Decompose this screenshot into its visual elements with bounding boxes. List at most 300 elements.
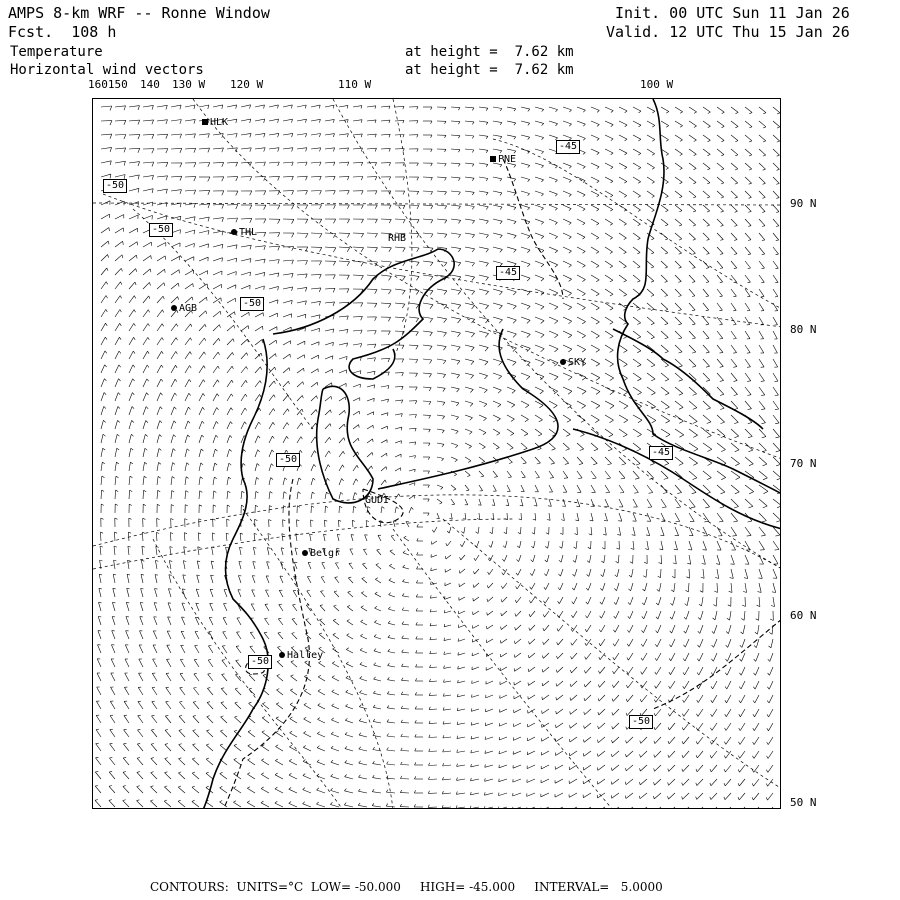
wind-barb xyxy=(535,457,540,463)
wind-barb-tick xyxy=(777,506,781,508)
wind-barb-tick xyxy=(360,648,362,650)
wind-barb-tick xyxy=(441,487,443,489)
wind-barb-tick xyxy=(264,232,266,236)
wind-barb-tick xyxy=(193,284,194,288)
wind-barb xyxy=(703,443,712,449)
wind-barb xyxy=(339,370,347,373)
wind-barb-tick xyxy=(162,351,164,354)
wind-barb-tick xyxy=(584,684,585,687)
wind-barb-tick xyxy=(222,148,224,152)
wind-barb xyxy=(703,471,711,478)
wind-barb-tick xyxy=(748,226,751,227)
wind-barb xyxy=(527,793,535,796)
wind-barb-tick xyxy=(514,109,516,111)
wind-barb-tick xyxy=(303,774,305,776)
wind-barb-tick xyxy=(116,476,119,478)
wind-barb xyxy=(96,715,101,723)
wind-barb-tick xyxy=(345,718,347,720)
wind-barb-tick xyxy=(538,434,542,436)
wind-barb-tick xyxy=(513,306,516,309)
wind-barb-tick xyxy=(95,786,98,787)
wind-barb-tick xyxy=(288,381,289,384)
wind-barb-tick xyxy=(680,154,683,155)
wind-barb xyxy=(276,718,283,723)
wind-barb xyxy=(234,746,241,752)
wind-barb xyxy=(493,177,502,179)
wind-barb xyxy=(361,622,367,625)
wind-barb-tick xyxy=(506,505,509,506)
wind-barb-tick xyxy=(102,476,105,478)
wind-barb-tick xyxy=(510,448,513,450)
wind-barb-tick xyxy=(194,105,195,109)
wind-barb xyxy=(507,191,516,193)
wind-barb-tick xyxy=(192,786,195,787)
wind-barb xyxy=(605,303,613,308)
wind-barb-tick xyxy=(278,246,280,250)
coast-antarctic-peninsula xyxy=(618,99,781,494)
wind-barb-tick xyxy=(400,776,402,779)
map-title: AMPS 8-km WRF -- Ronne Window xyxy=(8,4,270,22)
wind-barb xyxy=(529,667,535,672)
wind-barb xyxy=(338,520,339,527)
wind-barb xyxy=(199,297,207,303)
wind-barb-tick xyxy=(347,148,348,152)
wind-barb-tick xyxy=(306,219,308,223)
wind-barb-tick xyxy=(403,220,405,224)
wind-barb-tick xyxy=(301,437,303,440)
wind-barb-tick xyxy=(109,757,112,758)
wind-barb xyxy=(207,717,213,723)
wind-barb-tick xyxy=(387,762,389,765)
wind-barb xyxy=(563,163,571,166)
wind-barb-tick xyxy=(368,507,371,509)
wind-barb-tick xyxy=(264,119,265,123)
wind-barb-tick xyxy=(278,148,279,152)
wind-barb xyxy=(241,367,246,374)
wind-barb xyxy=(755,695,759,703)
wind-barb xyxy=(731,275,737,282)
wind-barb xyxy=(129,215,138,219)
wind-barb-tick xyxy=(356,479,358,481)
wind-barb xyxy=(381,120,390,121)
wind-barb-tick xyxy=(292,233,294,237)
wind-barb xyxy=(619,443,627,449)
wind-barb-tick xyxy=(725,687,727,690)
wind-barb-tick xyxy=(428,471,429,474)
wind-barb xyxy=(479,317,489,320)
wind-barb-tick xyxy=(180,203,181,207)
wind-barb xyxy=(139,673,144,681)
wind-barb xyxy=(755,709,759,717)
wind-barb-tick xyxy=(129,504,132,505)
wind-barb xyxy=(493,135,502,137)
wind-barb-tick xyxy=(665,338,669,339)
wind-barb-tick xyxy=(459,178,461,181)
wind-barb xyxy=(703,303,709,310)
wind-barb xyxy=(759,275,764,282)
wind-barb-tick xyxy=(402,373,404,377)
wind-barb-tick xyxy=(747,353,750,354)
wind-barb xyxy=(563,373,572,377)
wind-barb xyxy=(220,731,227,737)
wind-barb-tick xyxy=(347,329,348,333)
wind-barb-tick xyxy=(193,744,196,745)
wind-barb-tick xyxy=(190,338,191,341)
wind-barb xyxy=(563,107,572,110)
wind-barb-tick xyxy=(306,261,308,265)
wind-barb-tick xyxy=(617,534,620,535)
wind-barb-tick xyxy=(706,282,709,283)
wind-barb xyxy=(643,653,647,660)
wind-barb xyxy=(507,499,509,506)
wind-barb-tick xyxy=(333,288,335,292)
wind-barb xyxy=(101,241,108,247)
wind-barb xyxy=(213,463,215,471)
wind-barb-tick xyxy=(159,449,161,451)
wind-barb-tick xyxy=(490,532,493,534)
wind-barb-tick xyxy=(708,154,711,155)
wind-barb-tick xyxy=(164,786,167,787)
wind-barb xyxy=(493,499,495,506)
wind-barb-tick xyxy=(456,403,459,406)
wind-barb xyxy=(281,548,283,555)
wind-barb xyxy=(465,457,471,461)
wind-barb xyxy=(633,457,640,464)
wind-barb-tick xyxy=(304,717,307,719)
wind-barb xyxy=(465,191,474,192)
wind-barb xyxy=(633,107,641,111)
wind-barb-tick xyxy=(776,183,779,184)
wind-barb-tick xyxy=(175,379,177,381)
wind-barb-tick xyxy=(355,493,357,495)
wind-barb-tick xyxy=(533,519,536,520)
wind-barb xyxy=(115,215,124,220)
wind-barb-tick xyxy=(768,673,770,675)
wind-barb-tick xyxy=(771,605,775,606)
wind-barb-tick xyxy=(558,601,560,604)
wind-barb xyxy=(697,751,703,758)
map-frame[interactable] xyxy=(92,98,781,809)
wind-barb-tick xyxy=(748,211,751,212)
wind-barb xyxy=(703,289,709,296)
wind-barb xyxy=(689,527,693,536)
wind-barb-tick xyxy=(289,759,291,761)
wind-barb xyxy=(129,393,132,401)
wind-barb xyxy=(605,135,613,139)
wind-barb xyxy=(210,589,213,597)
wind-barb-tick xyxy=(109,771,112,772)
wind-barb xyxy=(516,625,522,630)
wind-barb xyxy=(339,105,348,107)
wind-barb xyxy=(311,355,319,359)
wind-barb-tick xyxy=(347,219,349,223)
wind-barb-tick xyxy=(124,135,126,140)
wind-barb xyxy=(535,149,544,152)
wind-barb xyxy=(661,401,669,407)
wind-barb xyxy=(332,663,339,667)
wind-barb xyxy=(395,303,405,304)
wind-barb xyxy=(199,134,209,135)
wind-barb xyxy=(647,317,654,323)
wind-barb-tick xyxy=(570,684,571,687)
wind-barb xyxy=(99,602,102,611)
wind-barb-tick xyxy=(510,434,514,436)
wind-barb-tick xyxy=(318,718,320,720)
wind-barb-tick xyxy=(431,220,433,223)
wind-barb-tick xyxy=(710,797,711,800)
wind-barb xyxy=(129,490,130,499)
wind-barb-tick xyxy=(255,505,258,507)
wind-barb xyxy=(123,744,129,751)
wind-barb-tick xyxy=(453,489,456,490)
wind-barb xyxy=(619,121,627,125)
wind-barb-tick xyxy=(431,206,433,209)
wind-barb xyxy=(773,331,777,339)
wind-barb xyxy=(143,351,148,359)
wind-barb xyxy=(234,760,241,765)
wind-barb xyxy=(731,219,737,225)
wind-barb xyxy=(549,205,557,208)
wind-barb-tick xyxy=(429,374,431,378)
wind-barb xyxy=(605,107,613,111)
wind-barb xyxy=(587,611,591,618)
wind-barb-tick xyxy=(374,358,375,362)
wind-barb-tick xyxy=(319,301,320,305)
wind-barb-tick xyxy=(303,746,305,748)
wind-barb xyxy=(633,247,640,253)
wind-barb xyxy=(647,177,655,182)
wind-barb xyxy=(602,597,605,604)
wind-barb-tick xyxy=(777,127,780,128)
wind-barb-tick xyxy=(596,406,600,409)
wind-barb xyxy=(373,721,381,723)
wind-barb-tick xyxy=(315,451,317,454)
wind-barb xyxy=(577,415,585,420)
wind-barb-tick xyxy=(706,380,710,381)
wind-barb xyxy=(429,751,437,752)
wind-barb xyxy=(199,435,202,443)
wind-barb xyxy=(430,639,437,640)
wind-barb-tick xyxy=(359,747,361,749)
wind-barb xyxy=(125,645,129,653)
wind-barb-tick xyxy=(185,505,188,506)
wind-barb-tick xyxy=(739,700,741,703)
wind-barb-tick xyxy=(402,622,404,625)
wind-barb xyxy=(605,499,609,507)
wind-barb-tick xyxy=(622,464,626,465)
wind-barb xyxy=(275,803,283,807)
wind-barb xyxy=(703,569,704,578)
wind-barb xyxy=(457,765,465,766)
wind-barb xyxy=(626,793,633,799)
wind-barb xyxy=(267,562,269,569)
wind-barb xyxy=(303,776,311,780)
wind-barb-tick xyxy=(222,134,224,138)
wind-barb-tick xyxy=(215,463,217,465)
wind-barb xyxy=(373,778,382,779)
wind-barb-tick xyxy=(287,423,289,426)
wind-barb xyxy=(745,317,750,325)
wind-barb xyxy=(633,135,641,139)
wind-barb-tick xyxy=(569,209,571,211)
wind-barb xyxy=(507,261,516,264)
wind-barb-tick xyxy=(388,635,390,637)
wind-barb-tick xyxy=(358,452,359,455)
wind-barb xyxy=(101,201,110,205)
wind-barb-tick xyxy=(429,429,431,432)
wind-barb xyxy=(129,269,136,275)
wind-barb-tick xyxy=(150,269,151,272)
wind-barb xyxy=(317,776,325,779)
wind-barb xyxy=(507,429,514,434)
wind-barb xyxy=(171,365,176,373)
wind-barb xyxy=(689,317,695,324)
wind-barb xyxy=(171,477,172,486)
wind-barb xyxy=(153,645,157,653)
wind-barb xyxy=(459,597,465,600)
wind-barb-tick xyxy=(547,519,550,520)
wind-barb-tick xyxy=(275,801,277,803)
wind-barb xyxy=(465,387,473,389)
wind-barb-tick xyxy=(417,234,419,238)
wind-barb-tick xyxy=(694,168,697,169)
wind-barb-tick xyxy=(555,265,558,267)
wind-barb-tick xyxy=(208,177,210,182)
wind-barb-tick xyxy=(157,518,160,519)
wind-barb-tick xyxy=(109,228,110,232)
wind-barb xyxy=(675,555,676,564)
wind-barb xyxy=(129,120,140,121)
wind-barb xyxy=(115,228,123,233)
wind-barb-tick xyxy=(331,788,333,790)
wind-barb-tick xyxy=(145,434,147,436)
wind-barb-tick xyxy=(375,578,378,580)
wind-barb xyxy=(140,603,143,612)
wind-barb-tick xyxy=(269,520,272,521)
wind-barb-tick xyxy=(298,492,301,494)
wind-barb xyxy=(633,415,642,420)
wind-barb xyxy=(181,631,185,639)
wind-barb-tick xyxy=(454,474,457,476)
wind-barb xyxy=(465,233,475,235)
wind-barb xyxy=(493,317,503,320)
wind-barb-tick xyxy=(180,190,182,194)
wind-barb-tick xyxy=(749,450,753,452)
wind-barb-tick xyxy=(541,335,544,338)
wind-barb-tick xyxy=(469,432,472,434)
wind-barb xyxy=(577,121,585,124)
lat-label-70: 70 N xyxy=(790,457,817,470)
wind-barb xyxy=(614,681,619,688)
wind-barb xyxy=(115,490,116,499)
wind-barb-tick xyxy=(319,288,321,292)
wind-barb-tick xyxy=(194,190,196,194)
wind-barb-tick xyxy=(528,137,530,139)
wind-barb-tick xyxy=(242,491,245,493)
wind-barb xyxy=(306,605,311,611)
wind-barb-tick xyxy=(456,431,459,434)
wind-barb-tick xyxy=(542,109,544,111)
wind-barb-tick xyxy=(374,677,376,679)
wind-barb xyxy=(112,617,115,626)
wind-barb xyxy=(240,533,241,541)
wind-barb-tick xyxy=(529,614,530,617)
wind-barb xyxy=(521,331,530,334)
wind-barb xyxy=(363,549,367,555)
wind-barb xyxy=(305,662,311,667)
wind-barb-tick xyxy=(284,492,287,494)
wind-barb xyxy=(646,569,647,577)
wind-barb xyxy=(773,401,779,409)
wind-barb xyxy=(689,275,695,282)
wind-barb xyxy=(366,521,367,528)
wind-barb xyxy=(689,205,696,211)
wind-barb xyxy=(619,429,627,435)
wind-barb-tick xyxy=(776,226,779,227)
wind-barb xyxy=(658,597,661,605)
wind-barb xyxy=(675,177,682,182)
wind-barb-tick xyxy=(218,380,220,383)
wind-barb xyxy=(213,435,216,443)
wind-barb xyxy=(443,709,451,710)
wind-barb xyxy=(697,793,703,799)
wind-barb xyxy=(166,673,171,681)
wind-barb xyxy=(633,233,640,238)
wind-barb xyxy=(614,653,619,660)
wind-barb xyxy=(325,119,334,121)
wind-barb-tick xyxy=(147,393,149,395)
wind-barb xyxy=(227,449,229,457)
wind-barb xyxy=(465,275,475,277)
wind-barb-tick xyxy=(458,249,461,252)
wind-barb-tick xyxy=(732,536,736,537)
wind-barb xyxy=(745,275,750,282)
wind-barb-tick xyxy=(598,712,599,715)
wind-barb-tick xyxy=(655,672,657,675)
wind-barb-tick xyxy=(262,717,265,718)
wind-barb xyxy=(491,541,493,547)
wind-barb-tick xyxy=(389,219,391,223)
wind-barb-tick xyxy=(762,197,765,198)
wind-barb xyxy=(773,359,778,367)
wind-barb xyxy=(255,464,257,472)
wind-barb-tick xyxy=(373,439,374,442)
wind-barb-tick xyxy=(484,404,487,407)
wind-barb xyxy=(311,191,321,192)
wind-barb xyxy=(171,379,175,387)
wind-barb-tick xyxy=(348,591,351,592)
wind-barb xyxy=(199,204,210,205)
wind-barb xyxy=(222,674,227,681)
wind-barb-tick xyxy=(208,190,210,194)
wind-barb xyxy=(255,381,260,387)
wind-barb xyxy=(605,261,613,266)
wind-barb-tick xyxy=(372,452,373,455)
wind-barb-tick xyxy=(417,177,419,180)
wind-barb xyxy=(703,331,709,338)
wind-barb xyxy=(110,701,115,709)
wind-barb xyxy=(143,134,154,135)
wind-barb xyxy=(605,233,613,238)
wind-barb xyxy=(465,485,469,490)
wind-barb-tick xyxy=(126,602,129,603)
wind-barb-tick xyxy=(318,675,321,677)
wind-barb xyxy=(269,133,279,135)
wind-barb-tick xyxy=(124,148,126,152)
wind-barb xyxy=(213,366,218,373)
wind-barb-tick xyxy=(706,268,709,269)
wind-barb-tick xyxy=(769,633,772,635)
